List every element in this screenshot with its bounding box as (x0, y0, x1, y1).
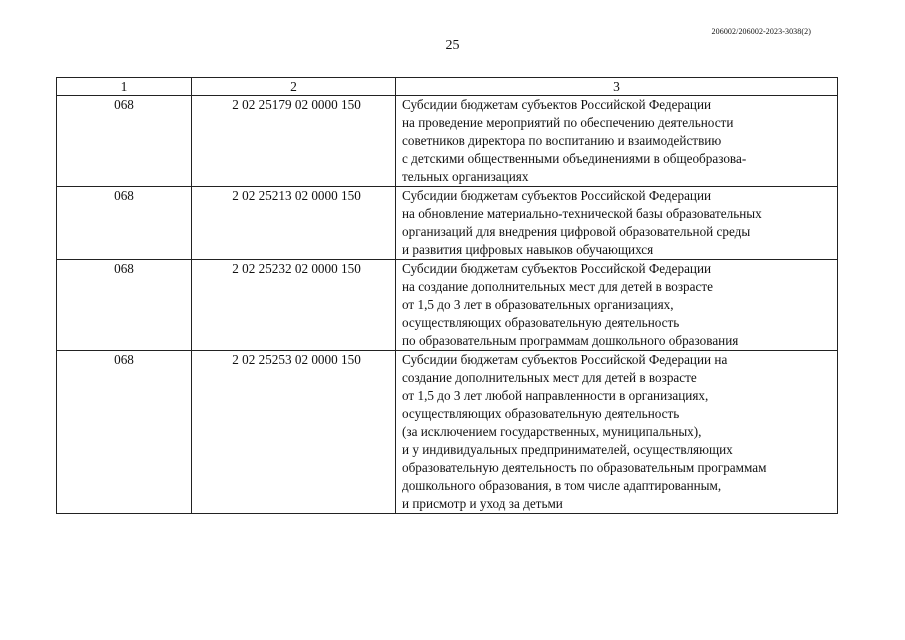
budget-code-cell: 2 02 25179 02 0000 150 (192, 96, 396, 187)
description-line: Субсидии бюджетам субъектов Российской Федерации (402, 261, 712, 276)
page-number: 25 (445, 38, 460, 53)
description-line: (за исключением государственных, муниципальных), (402, 424, 702, 439)
budget-classification-table (56, 77, 838, 514)
budget-code-cell: 2 02 25253 02 0000 150 (192, 351, 396, 514)
admin-code-cell: 068 (57, 351, 192, 514)
document-id: 206002/206002-2023-3038(2) (711, 27, 811, 36)
description-cell (396, 260, 838, 351)
description-line: организаций для внедрения цифровой образовательной среды (402, 224, 751, 239)
column-header-1: 1 (57, 78, 192, 96)
description-cell (396, 351, 838, 514)
column-header-2: 2 (192, 78, 396, 96)
description-cell (396, 187, 838, 260)
description-line: создание дополнительных мест для детей в возрасте (402, 370, 697, 385)
description-line: осуществляющих образовательную деятельность (402, 406, 680, 421)
description-line: и у индивидуальных предпринимателей, осуществляющих (402, 442, 733, 457)
table-row (57, 96, 838, 187)
table-header-row (57, 78, 838, 96)
description-line: по образовательным программам дошкольного образования (402, 333, 739, 348)
admin-code-cell: 068 (57, 260, 192, 351)
table-row (57, 260, 838, 351)
description-line: Субсидии бюджетам субъектов Российской Федерации на (402, 352, 728, 367)
description-line: Субсидии бюджетам субъектов Российской Федерации (402, 97, 712, 112)
description-line: с детскими общественными объединениями в общеобразова- (402, 151, 747, 166)
description-line: советников директора по воспитанию и взаимодействию (402, 133, 722, 148)
description-line: образовательную деятельность по образовательным программам (402, 460, 767, 475)
description-line: Субсидии бюджетам субъектов Российской Федерации (402, 188, 712, 203)
description-line: от 1,5 до 3 лет в образовательных организациях, (402, 297, 674, 312)
description-line: на обновление материально-технической базы образовательных (402, 206, 762, 221)
admin-code-cell: 068 (57, 96, 192, 187)
table-row (57, 187, 838, 260)
description-line: от 1,5 до 3 лет любой направленности в организациях, (402, 388, 709, 403)
budget-code-cell: 2 02 25213 02 0000 150 (192, 187, 396, 260)
column-header-3: 3 (396, 78, 838, 96)
description-line: на создание дополнительных мест для детей в возрасте (402, 279, 713, 294)
table-row (57, 351, 838, 514)
description-line: осуществляющих образовательную деятельность (402, 315, 680, 330)
description-line: дошкольного образования, в том числе адаптированным, (402, 478, 722, 493)
admin-code-cell: 068 (57, 187, 192, 260)
description-line: тельных организациях (402, 169, 529, 184)
description-line: на проведение мероприятий по обеспечению деятельности (402, 115, 734, 130)
description-line: и присмотр и уход за детьми (402, 496, 563, 511)
description-line: и развития цифровых навыков обучающихся (402, 242, 654, 257)
description-cell (396, 96, 838, 187)
budget-code-cell: 2 02 25232 02 0000 150 (192, 260, 396, 351)
